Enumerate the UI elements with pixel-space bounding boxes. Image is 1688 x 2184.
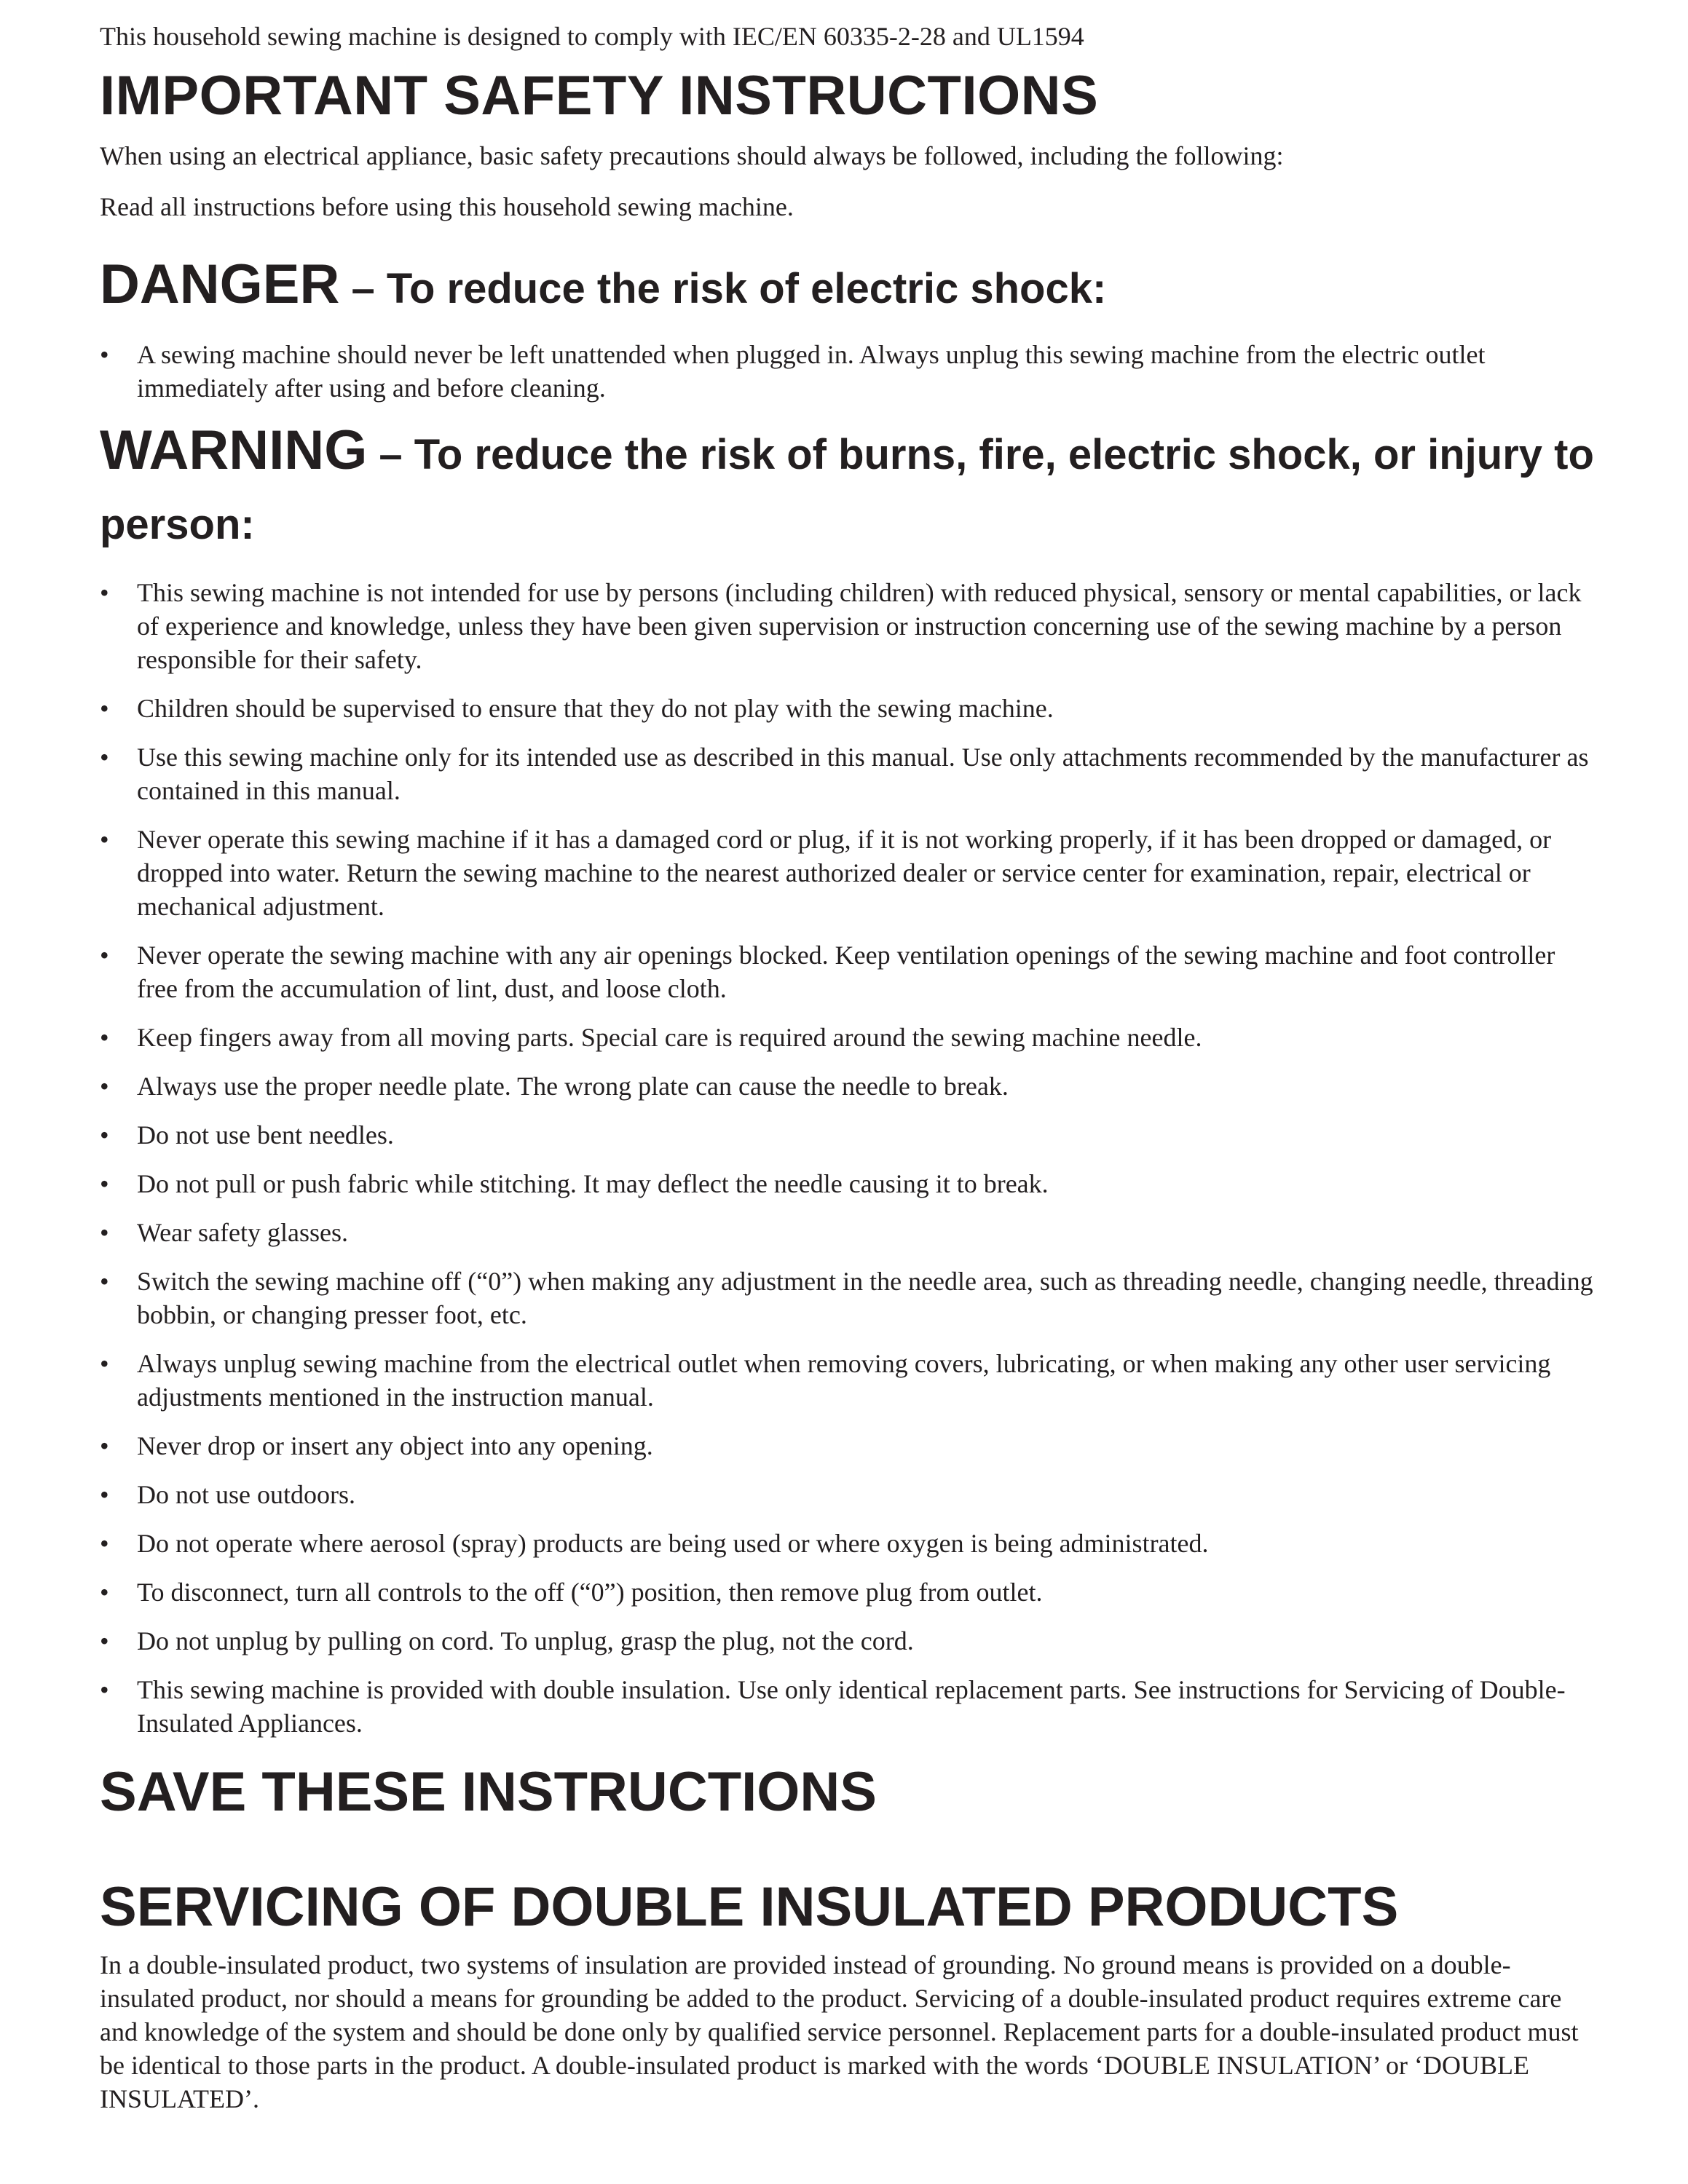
list-item xyxy=(100,740,1600,807)
warning-label: WARNING xyxy=(100,419,368,481)
list-item xyxy=(100,1575,1600,1609)
list-item xyxy=(100,576,1600,676)
list-item-text: This sewing machine is not intended for use by persons (including children) with reduced physical, sensory or mental capabilities, or lack of experience and knowledge, unless they have been given supervision or instruction concerning use of the sewing machine by a person responsible for their safety. xyxy=(137,578,1582,674)
list-item xyxy=(100,1347,1600,1414)
servicing-heading: SERVICING OF DOUBLE INSULATED PRODUCTS xyxy=(100,1876,1399,1938)
warning-list xyxy=(100,576,1600,1740)
bullet-icon: • xyxy=(100,1169,109,1198)
bullet-icon: • xyxy=(100,1675,109,1704)
page-title: IMPORTANT SAFETY INSTRUCTIONS xyxy=(100,65,1099,127)
list-item-text: Children should be supervised to ensure that they do not play with the sewing machine. xyxy=(137,694,1054,723)
list-item xyxy=(100,1069,1600,1103)
list-item-text: Never operate the sewing machine with any air openings blocked. Keep ventilation openings of the sewing machine and foot controller free from the accumulation of lint, dust, and loose cloth. xyxy=(137,941,1555,1003)
list-item-text: This sewing machine is provided with double insulation. Use only identical replacement parts. See instructions for Servicing of Double-Insulated Appliances. xyxy=(137,1675,1566,1738)
list-item xyxy=(100,1527,1600,1560)
list-item xyxy=(100,1021,1600,1054)
bullet-icon: • xyxy=(100,578,109,607)
list-item-text: Do not pull or push fabric while stitching. It may deflect the needle causing it to break. xyxy=(137,1169,1049,1198)
list-item-text: Never operate this sewing machine if it has a damaged cord or plug, if it is not working properly, if it has been dropped or damaged, or dropped into water. Return the sewing machine to the nearest authorized dealer or service center for examination, repair, electrical or mechanical adjustment. xyxy=(137,825,1552,921)
list-item xyxy=(100,1167,1600,1200)
bullet-icon: • xyxy=(100,1626,109,1655)
compliance-note: This household sewing machine is designed to comply with IEC/EN 60335-2-28 and UL1594 xyxy=(100,22,1084,51)
bullet-icon: • xyxy=(100,1072,109,1101)
bullet-icon: • xyxy=(100,941,109,970)
list-item xyxy=(100,692,1600,725)
list-item xyxy=(100,1265,1600,1332)
bullet-icon: • xyxy=(100,825,109,854)
document-page xyxy=(100,19,1600,2116)
list-item xyxy=(100,338,1600,405)
bullet-icon: • xyxy=(100,1218,109,1247)
bullet-icon: • xyxy=(100,1349,109,1378)
bullet-icon: • xyxy=(100,340,109,369)
list-item-text: Use this sewing machine only for its intended use as described in this manual. Use only attachments recommended by the manufacturer as contained in this manual. xyxy=(137,743,1589,805)
danger-subtitle: – To reduce the risk of electric shock: xyxy=(339,265,1107,312)
list-item-text: Always use the proper needle plate. The wrong plate can cause the needle to break. xyxy=(137,1072,1009,1101)
list-item xyxy=(100,1118,1600,1152)
danger-heading xyxy=(100,252,1600,331)
warning-subtitle: – To reduce the risk of burns, fire, electric shock, or injury to person: xyxy=(100,431,1594,548)
servicing-body: In a double-insulated product, two systems of insulation are provided instead of grounding. No ground means is provided on a double-insulated product, nor should a means for grounding be added to the product. Servicing of a double-insulated product requires extreme care and knowledge of the system and should be done only by qualified service personnel. Replacement parts for a double-insulated product must be identical to those parts in the product. A double-insulated product is marked with the words ‘DOUBLE INSULATION’ or ‘DOUBLE INSULATED’. xyxy=(100,1950,1579,2113)
list-item xyxy=(100,1429,1600,1463)
list-item xyxy=(100,1673,1600,1740)
list-item xyxy=(100,938,1600,1005)
bullet-icon: • xyxy=(100,1480,109,1509)
save-instructions-heading: SAVE THESE INSTRUCTIONS xyxy=(100,1761,877,1823)
list-item xyxy=(100,1216,1600,1249)
list-item-text: Do not use bent needles. xyxy=(137,1120,394,1150)
list-item-text: Keep fingers away from all moving parts. Special care is required around the sewing machine needle. xyxy=(137,1023,1202,1052)
list-item xyxy=(100,1478,1600,1511)
list-item-text: Never drop or insert any object into any opening. xyxy=(137,1431,653,1460)
bullet-icon: • xyxy=(100,743,109,772)
list-item-text: Do not operate where aerosol (spray) products are being used or where oxygen is being administrated. xyxy=(137,1529,1209,1558)
bullet-icon: • xyxy=(100,1578,109,1607)
bullet-icon: • xyxy=(100,1267,109,1296)
list-item xyxy=(100,1624,1600,1658)
list-item-text: Do not use outdoors. xyxy=(137,1480,355,1509)
bullet-icon: • xyxy=(100,1023,109,1052)
list-item-text: Do not unplug by pulling on cord. To unplug, grasp the plug, not the cord. xyxy=(137,1626,914,1655)
list-item xyxy=(100,823,1600,923)
intro-text: When using an electrical appliance, basic safety precautions should always be followed, including the following: xyxy=(100,141,1284,170)
list-item-text: Switch the sewing machine off (“0”) when making any adjustment in the needle area, such as threading needle, changing needle, threading bobbin, or changing presser foot, etc. xyxy=(137,1267,1593,1329)
bullet-icon: • xyxy=(100,1431,109,1460)
list-item-text: Wear safety glasses. xyxy=(137,1218,348,1247)
danger-list xyxy=(100,338,1600,405)
list-item-text: A sewing machine should never be left unattended when plugged in. Always unplug this sewing machine from the electric outlet immediately after using and before cleaning. xyxy=(137,340,1486,403)
danger-label: DANGER xyxy=(100,253,340,315)
warning-heading xyxy=(100,420,1600,564)
bullet-icon: • xyxy=(100,1120,109,1150)
bullet-icon: • xyxy=(100,1529,109,1558)
read-all-text: Read all instructions before using this household sewing machine. xyxy=(100,192,794,221)
bullet-icon: • xyxy=(100,694,109,723)
list-item-text: To disconnect, turn all controls to the off (“0”) position, then remove plug from outlet. xyxy=(137,1578,1043,1607)
list-item-text: Always unplug sewing machine from the electrical outlet when removing covers, lubricating, or when making any other user servicing adjustments mentioned in the instruction manual. xyxy=(137,1349,1551,1412)
